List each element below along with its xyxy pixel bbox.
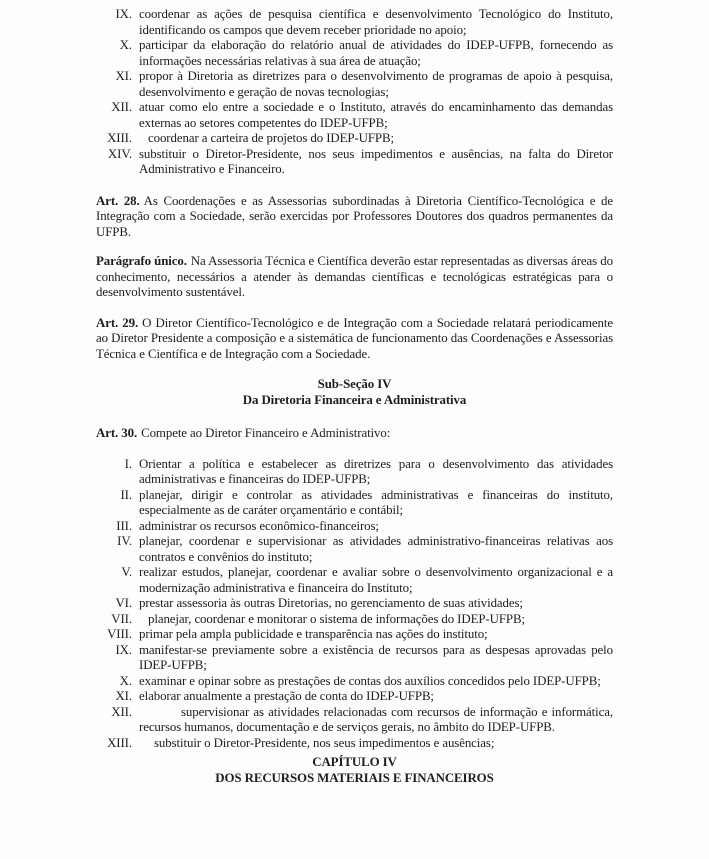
list-item-text: supervisionar as atividades relacionadas com recursos de informação e informática, recursos humanos, documentação e de serviços gerais, no âmbito do IDEP-UFPB. xyxy=(139,704,613,734)
list-item xyxy=(96,147,613,178)
list-item-text: substituir o Diretor-Presidente, nos seus impedimentos e ausências, na falta do Diretor Administrativo e Financeiro. xyxy=(139,146,613,176)
duties-list-art30 xyxy=(96,457,613,752)
subsection-heading-line1: Sub-Seção IV xyxy=(317,377,392,391)
list-item-marker: II. xyxy=(120,487,132,502)
list-item-text: planejar, dirigir e controlar as atividades administrativas e financeiras do instituto, especialmente as de caráter orçamentário e contábil; xyxy=(139,487,613,517)
list-item-marker: V. xyxy=(121,565,132,579)
article-29-paragraph xyxy=(96,316,613,363)
list-item xyxy=(96,565,613,596)
article-30-text: Compete ao Diretor Financeiro e Administrativo: xyxy=(141,426,391,440)
list-item-marker: III. xyxy=(116,518,132,533)
list-item xyxy=(96,627,613,643)
list-item-text: coordenar a carteira de projetos do IDEP-UFPB; xyxy=(148,131,394,145)
list-item xyxy=(96,534,613,565)
list-item-text: planejar, coordenar e supervisionar as atividades administrativo-financeiras relativas aos contratos e convênios do instituto; xyxy=(139,534,613,564)
list-item-marker: XIII. xyxy=(107,735,132,750)
subsection-heading-line2: Da Diretoria Financeira e Administrativa xyxy=(242,392,467,407)
list-item-marker: XII. xyxy=(111,100,132,114)
chapter-heading-line1: CAPÍTULO IV xyxy=(312,755,397,769)
list-item xyxy=(96,519,613,535)
list-item xyxy=(96,674,613,690)
list-item-text: prestar assessoria às outras Diretorias, no gerenciamento de suas atividades; xyxy=(139,596,523,610)
chapter-heading xyxy=(96,755,613,786)
list-item-marker: XI. xyxy=(115,69,132,83)
list-item xyxy=(96,131,613,147)
list-item xyxy=(96,457,613,488)
article-29-text: O Diretor Científico-Tecnológico e de Integração com a Sociedade relatará periodicamente ao Diretor Presidente a composição e a sistemática de funcionamento das Coordenações e Assessorias Técnica e Científica e de Integração com a Sociedade. xyxy=(96,315,613,361)
list-item-marker: IX. xyxy=(115,642,132,657)
list-item xyxy=(96,596,613,612)
list-item-marker: XIV. xyxy=(107,146,132,161)
list-item-text: participar da elaboração do relatório anual de atividades do IDEP-UFPB, fornecendo as informações necessárias relativas à sua área de atuação; xyxy=(139,38,613,68)
list-item-marker: XII. xyxy=(111,704,132,719)
list-item-text: realizar estudos, planejar, coordenar e avaliar sobre o desenvolvimento organizacional e a modernização administrativa e financeira do Instituto; xyxy=(139,565,613,595)
subsection-heading xyxy=(96,377,613,408)
list-item xyxy=(96,69,613,100)
list-item-marker: VIII. xyxy=(107,627,132,641)
list-item-marker: IX. xyxy=(115,7,132,21)
paragrafo-unico-label: Parágrafo único. xyxy=(96,254,187,268)
list-item-marker: IV. xyxy=(117,534,132,548)
paragrafo-unico-text: Na Assessoria Técnica e Científica deverão estar representadas as diversas áreas do conhecimento, necessários a atender às demandas científicas e tecnológicas estratégicas para o desenvolvimento sustentável. xyxy=(96,254,613,299)
article-28-text: As Coordenações e as Assessorias subordinadas à Diretoria Científico-Tecnológica e de Integração com a Sociedade, serão exercidas por Professores Doutores dos quadros permanentes da UFPB. xyxy=(96,193,613,239)
list-item-text: atuar como elo entre a sociedade e o Instituto, através do encaminhamento das demandas externas ao setores competentes do IDEP-UFPB; xyxy=(139,100,613,130)
article-30-paragraph xyxy=(96,426,613,442)
list-item xyxy=(96,689,613,705)
article-30-label: Art. 30. xyxy=(96,426,138,440)
list-item xyxy=(96,7,613,38)
chapter-heading-line2: DOS RECURSOS MATERIAIS E FINANCEIROS xyxy=(215,770,494,785)
list-item-text: administrar os recursos econômico-financeiros; xyxy=(139,518,379,533)
article-28-label: Art. 28. xyxy=(96,193,140,208)
list-item-text: Orientar a política e estabelecer as diretrizes para o desenvolvimento das atividades administrativas e financeiras do IDEP-UFPB; xyxy=(139,456,613,486)
list-item-marker: X. xyxy=(119,38,132,52)
list-item-text: coordenar as ações de pesquisa científica e desenvolvimento Tecnológico do Instituto, identificando os campos que devem receber prioridade no apoio; xyxy=(139,7,613,37)
list-item-marker: X. xyxy=(119,673,132,688)
list-item xyxy=(96,488,613,519)
list-item-marker: XI. xyxy=(115,689,132,703)
paragrafo-unico-paragraph xyxy=(96,254,613,301)
list-item xyxy=(96,38,613,69)
list-item-marker: VI. xyxy=(115,596,132,610)
list-item-text: primar pela ampla publicidade e transparência nas ações do instituto; xyxy=(139,627,488,641)
list-item xyxy=(96,612,613,628)
list-item-text: examinar e opinar sobre as prestações de contas dos auxílios concedidos pelo IDEP-UFPB; xyxy=(139,673,601,688)
list-item-text: planejar, coordenar e monitorar o sistema de informações do IDEP-UFPB; xyxy=(148,611,525,626)
article-28-paragraph xyxy=(96,194,613,241)
article-29-label: Art. 29. xyxy=(96,315,139,330)
duties-list-top xyxy=(96,7,613,178)
list-item-text: substituir o Diretor-Presidente, nos seus impedimentos e ausências; xyxy=(154,735,495,750)
list-item-marker: VII. xyxy=(111,611,132,626)
list-item xyxy=(96,100,613,131)
list-item xyxy=(96,736,613,752)
list-item-marker: I. xyxy=(124,456,132,471)
list-item xyxy=(96,705,613,736)
list-item-text: propor à Diretoria as diretrizes para o desenvolvimento de programas de apoio à pesquisa, desenvolvimento e geração de novas tecnologias; xyxy=(139,69,613,99)
list-item-marker: XIII. xyxy=(107,131,132,145)
list-item-text: manifestar-se previamente sobre a existência de recursos para as despesas aprovadas pelo IDEP-UFPB; xyxy=(139,642,613,672)
list-item xyxy=(96,643,613,674)
list-item-text: elaborar anualmente a prestação de conta do IDEP-UFPB; xyxy=(139,689,434,703)
